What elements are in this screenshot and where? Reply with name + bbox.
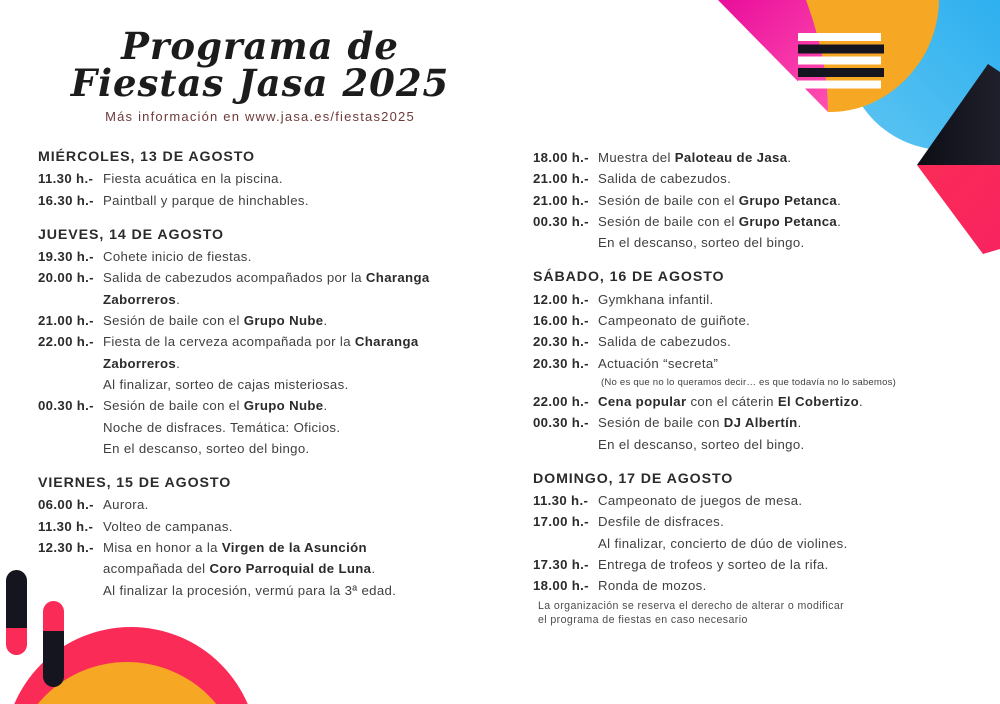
event-text: Zaborreros. xyxy=(103,291,181,307)
event-text-line xyxy=(38,310,523,331)
event-text: Sesión de baile con el Grupo Nube. xyxy=(103,313,328,329)
day-section xyxy=(533,147,988,253)
event-text: Campeonato de guiñote. xyxy=(598,313,751,329)
event xyxy=(38,516,523,537)
capsule-shape-1 xyxy=(6,570,27,655)
event-text-line xyxy=(533,575,988,596)
event-time: 19.30 h.- xyxy=(38,249,94,265)
title-block xyxy=(58,24,462,124)
event xyxy=(38,537,523,601)
event-time: 00.30 h.- xyxy=(533,415,589,431)
red-circle-shape xyxy=(4,627,258,704)
event xyxy=(533,289,988,310)
event-text: Cena popular con el cáterin El Cobertizo. xyxy=(598,393,863,409)
schedule-column-left xyxy=(38,147,523,615)
day-section xyxy=(38,473,523,601)
day-header: VIERNES, 15 DE AGOSTO xyxy=(38,475,232,492)
event-text: Cohete inicio de fiestas. xyxy=(103,249,252,265)
event-time: 11.30 h.- xyxy=(38,171,94,187)
event-note-line xyxy=(533,374,988,391)
event xyxy=(533,353,988,391)
event-text-line xyxy=(38,246,523,267)
event xyxy=(38,246,523,267)
event-text: (No es que no lo queramos decir… es que todavía no lo sabemos) xyxy=(601,376,897,388)
event-time: 06.00 h.- xyxy=(38,497,94,513)
day-header: MIÉRCOLES, 13 DE AGOSTO xyxy=(38,149,255,165)
event-time: 22.00 h.- xyxy=(533,393,589,409)
event-time: 22.00 h.- xyxy=(38,334,94,350)
event xyxy=(38,310,523,331)
event xyxy=(533,511,988,554)
day-section xyxy=(533,469,988,597)
event-text: En el descanso, sorteo del bingo. xyxy=(598,235,805,251)
event-text-line xyxy=(533,331,988,352)
event-text: Al finalizar, sorteo de cajas misteriosas. xyxy=(103,376,349,392)
event-text: Fiesta de la cerveza acompañada por la Charanga xyxy=(103,334,419,350)
orange-quarter-shape xyxy=(805,0,939,112)
event-time: 21.00 h.- xyxy=(38,313,94,329)
event xyxy=(533,490,988,511)
event-text-line xyxy=(533,434,988,455)
event-time: 21.00 h.- xyxy=(533,192,589,208)
event-text: Fiesta acuática en la piscina. xyxy=(103,171,283,187)
event-time: 11.30 h.- xyxy=(38,518,94,534)
event-time: 17.30 h.- xyxy=(533,557,589,573)
event-text: Zaborreros. xyxy=(103,355,181,371)
day-header: DOMINGO, 17 DE AGOSTO xyxy=(533,470,734,487)
event-text: Paintball y parque de hinchables. xyxy=(103,192,309,208)
day-section xyxy=(38,225,523,459)
event-text: Desfile de disfraces. xyxy=(598,514,725,530)
day-header: JUEVES, 14 DE AGOSTO xyxy=(38,226,224,243)
day-section xyxy=(533,267,988,454)
event xyxy=(533,211,988,254)
orange-circle-shape xyxy=(11,662,243,704)
event-text: Gymkhana infantil. xyxy=(598,291,714,307)
event-text: Muestra del Paloteau de Jasa. xyxy=(598,150,792,165)
disclaimer-line1: La organización se reserva el derecho de alterar o modificar xyxy=(538,600,845,612)
event-text: Noche de disfraces. Temática: Oficios. xyxy=(103,419,341,435)
event-text-line xyxy=(38,537,523,558)
event xyxy=(533,412,988,455)
event xyxy=(533,331,988,352)
event-text: Sesión de baile con el Grupo Petanca. xyxy=(598,213,842,229)
event-text: Campeonato de juegos de mesa. xyxy=(598,493,803,509)
event-text-line xyxy=(38,395,523,416)
event-time: 18.00 h.- xyxy=(533,578,589,594)
event-text-line xyxy=(533,554,988,575)
disclaimer xyxy=(538,600,844,627)
event-text-line xyxy=(38,516,523,537)
event-text: Volteo de campanas. xyxy=(103,518,233,534)
event xyxy=(533,391,988,412)
more-info-url: Más información en www.jasa.es/fiestas2025 xyxy=(105,109,415,124)
event-text-line xyxy=(533,412,988,433)
event-text: En el descanso, sorteo del bingo. xyxy=(103,440,310,456)
event-text-line xyxy=(533,353,988,374)
blue-circle-shape xyxy=(845,0,1000,150)
event-text: Misa en honor a la Virgen de la Asunción xyxy=(103,540,367,556)
event-text-line xyxy=(38,168,523,189)
event-time: 17.00 h.- xyxy=(533,514,589,530)
event-text: Salida de cabezudos acompañados por la Charanga xyxy=(103,270,430,286)
event-time: 11.30 h.- xyxy=(533,493,589,509)
event xyxy=(38,190,523,211)
event-text: En el descanso, sorteo del bingo. xyxy=(598,436,805,452)
event-time: 21.00 h.- xyxy=(533,171,589,187)
event-text-line xyxy=(533,190,988,211)
event-time: 12.30 h.- xyxy=(38,540,94,556)
event xyxy=(38,331,523,395)
event-text-line xyxy=(533,310,988,331)
event-text: Entrega de trofeos y sorteo de la rifa. xyxy=(598,557,829,573)
event-text-line xyxy=(533,511,988,532)
disclaimer-line2: el programa de fiestas en caso necesario xyxy=(538,613,748,626)
event-text-line xyxy=(38,494,523,515)
event-text-line xyxy=(38,331,523,352)
event-text: Actuación “secreta” xyxy=(598,355,719,371)
event-time: 16.00 h.- xyxy=(533,313,589,329)
event-text-line xyxy=(533,490,988,511)
event-text-line xyxy=(533,211,988,232)
day-section xyxy=(38,147,523,211)
event-text: Sesión de baile con DJ Albertín. xyxy=(598,415,802,431)
event xyxy=(38,168,523,189)
event xyxy=(533,310,988,331)
event-time: 00.30 h.- xyxy=(533,213,589,229)
event-text-line xyxy=(38,190,523,211)
event-text-line xyxy=(38,580,523,601)
event-text-line xyxy=(533,391,988,412)
event-text: Salida de cabezudos. xyxy=(598,171,732,187)
event xyxy=(533,168,988,189)
page-title-line1: Programa de xyxy=(121,24,399,68)
event-text-line xyxy=(38,558,523,579)
event-text: Al finalizar la procesión, vermú para la 3ª edad. xyxy=(103,582,397,598)
event-time: 20.30 h.- xyxy=(533,334,589,350)
stripes-icon xyxy=(798,33,884,89)
event-text: Ronda de mozos. xyxy=(598,578,707,594)
event-text: Salida de cabezudos. xyxy=(598,334,732,350)
event-text-line xyxy=(533,168,988,189)
event-time: 20.00 h.- xyxy=(38,270,94,286)
event-text-line xyxy=(533,147,988,168)
event-text-line xyxy=(38,353,523,374)
event-text: Sesión de baile con el Grupo Petanca. xyxy=(598,192,842,208)
event-text-line xyxy=(533,533,988,554)
event-text-line xyxy=(38,438,523,459)
event xyxy=(38,395,523,459)
event-text-line xyxy=(38,374,523,395)
event-text-line xyxy=(38,267,523,288)
event xyxy=(38,267,523,310)
event-time: 00.30 h.- xyxy=(38,398,94,414)
event-text: Sesión de baile con el Grupo Nube. xyxy=(103,398,328,414)
event-text-line xyxy=(38,417,523,438)
event-time: 16.30 h.- xyxy=(38,192,94,208)
event-text: acompañada del Coro Parroquial de Luna. xyxy=(103,561,376,577)
event-text: Al finalizar, concierto de dúo de violines. xyxy=(598,535,848,551)
event xyxy=(533,147,988,168)
event-text: Aurora. xyxy=(103,497,149,513)
event-time: 12.00 h.- xyxy=(533,291,589,307)
event xyxy=(38,494,523,515)
schedule-column-right xyxy=(533,147,988,611)
page-title-line2: Fiestas Jasa 2025 xyxy=(70,61,450,105)
event-time: 18.00 h.- xyxy=(533,150,589,165)
pink-triangle-shape xyxy=(718,0,828,112)
event xyxy=(533,554,988,575)
event-text-line xyxy=(38,289,523,310)
event xyxy=(533,190,988,211)
event xyxy=(533,575,988,596)
day-header: SÁBADO, 16 DE AGOSTO xyxy=(533,269,725,286)
event-text-line xyxy=(533,289,988,310)
event-text-line xyxy=(533,232,988,253)
event-time: 20.30 h.- xyxy=(533,355,589,371)
